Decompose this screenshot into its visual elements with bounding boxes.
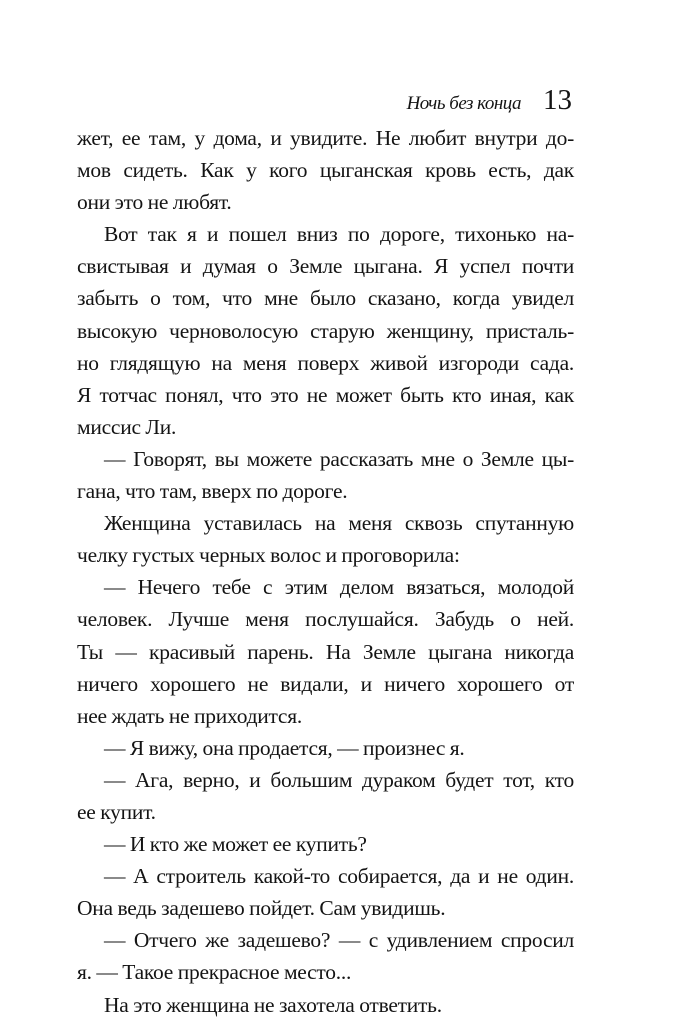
text-line: свистывая и думая о Земле цыгана. Я успел почти xyxy=(77,254,574,279)
text-line: На это женщина не захотела ответить. xyxy=(104,992,442,1017)
text-line: человек. Лучше меня послушайся. Забудь о ней. xyxy=(77,607,574,632)
text-line: гана, что там, вверх по дороге. xyxy=(77,479,348,504)
text-line: мов сидеть. Как у кого цыганская кровь есть, дак xyxy=(77,158,574,183)
text-line: — Отчего же задешево? — с удивлением спросил xyxy=(104,928,574,953)
text-line: Она ведь задешево пойдет. Сам увидишь. xyxy=(77,896,446,921)
text-line: ее купит. xyxy=(77,799,156,824)
text-line: ничего хорошего не видали, и ничего хорошего от xyxy=(77,671,574,696)
running-title: Ночь без конца xyxy=(406,93,521,114)
text-line: Я тотчас понял, что это не может быть кто иная, как xyxy=(77,382,574,407)
text-line: я. — Такое прекрасное место... xyxy=(77,960,352,985)
text-line: забыть о том, что мне было сказано, когда увидел xyxy=(77,286,574,311)
body-text xyxy=(77,122,574,1021)
text-line: Женщина уставилась на меня сквозь спутанную xyxy=(104,511,574,536)
text-line: челку густых черных волос и проговорила: xyxy=(77,543,460,568)
text-line: Ты — красивый парень. На Земле цыгана никогда xyxy=(77,639,574,664)
text-line: высокую черноволосую старую женщину, присталь- xyxy=(77,318,574,343)
page-header xyxy=(407,84,572,117)
text-line: — Говорят, вы можете рассказать мне о Земле цы- xyxy=(104,446,574,471)
text-line: — И кто же может ее купить? xyxy=(104,832,367,857)
text-line: они это не любят. xyxy=(77,190,232,215)
text-line: нее ждать не приходится. xyxy=(77,703,302,728)
text-line: но глядящую на меня поверх живой изгороди сада. xyxy=(77,350,574,375)
text-line: жет, ее там, у дома, и увидите. Не любит внутри до- xyxy=(77,126,574,150)
text-line: — Нечего тебе с этим делом вязаться, молодой xyxy=(104,575,574,600)
text-line: — Ага, верно, и большим дураком будет тот, кто xyxy=(104,767,574,792)
text-line: — Я вижу, она продается, — произнес я. xyxy=(104,735,465,760)
text-line: Вот так я и пошел вниз по дороге, тихонько на- xyxy=(104,222,574,247)
page-number: 13 xyxy=(543,84,572,116)
text-line: — А строитель какой-то собирается, да и не один. xyxy=(104,864,574,889)
text-line: миссис Ли. xyxy=(77,414,177,439)
